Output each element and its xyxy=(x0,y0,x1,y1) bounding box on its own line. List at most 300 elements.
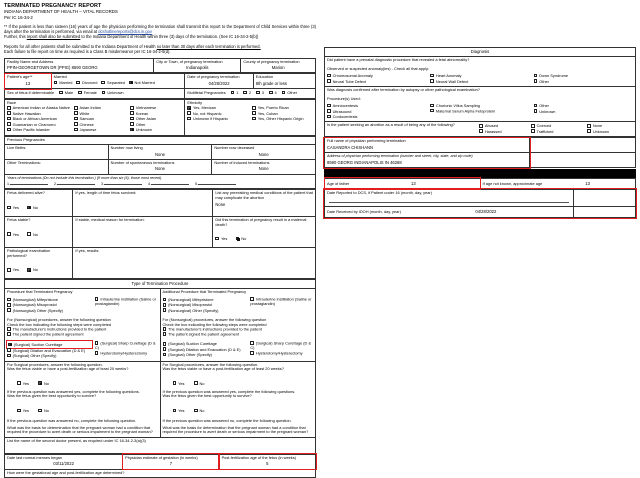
years-terminations-label: Years of terminations (Do not include this termination.) (If more than six (6), those most recent) xyxy=(7,175,162,180)
patient-row xyxy=(5,74,316,89)
marital-cell[interactable] xyxy=(51,74,185,89)
checkbox-married[interactable] xyxy=(54,81,58,85)
checkbox-fetus-stable-no[interactable] xyxy=(27,232,31,236)
marital-label: Married xyxy=(53,74,67,80)
checkbox-abused[interactable] xyxy=(479,124,483,128)
checkbox-asian-indian[interactable] xyxy=(74,106,78,110)
surgical-hysterotomy-left[interactable] xyxy=(95,351,158,356)
live-births-label-cell xyxy=(5,145,109,160)
fetus-stable-no-label: No xyxy=(33,231,38,237)
race-guamanian-label: Guamanian or Chamorro xyxy=(12,121,56,127)
checkbox-procedure-unknown[interactable] xyxy=(534,109,538,113)
spontaneous-cell[interactable] xyxy=(108,159,212,174)
race-other-pacific-label: Other Pacific Islander xyxy=(12,127,50,133)
maternal-death-no[interactable] xyxy=(236,236,247,241)
checkbox-neural-wall-defect[interactable] xyxy=(430,79,434,83)
checkbox-intrauterine-right[interactable] xyxy=(250,297,254,301)
checkbox-maternal-yes[interactable] xyxy=(215,237,219,241)
marital-separated-label: Separated xyxy=(106,80,125,86)
multifetal-4-label: 4 xyxy=(274,90,277,96)
idoh-date-label: Date Received by IDOH (month, day, year) xyxy=(327,208,401,214)
coercion-column-1 xyxy=(479,123,525,134)
checkbox-hysterotomy-right[interactable] xyxy=(250,351,254,355)
father-age-row xyxy=(325,178,636,189)
checkbox-suction-curettage-right[interactable] xyxy=(163,342,167,346)
anomaly-neural-tube[interactable] xyxy=(327,79,426,84)
checkbox-multifetal-other[interactable] xyxy=(282,91,286,95)
sex-option-female[interactable] xyxy=(78,90,97,95)
facility-value: PPIN-GEORGETOWN DR (PPIG) 8590 GEORG xyxy=(7,65,98,71)
checkbox-anomaly-other[interactable] xyxy=(534,79,538,83)
year-blank-5[interactable]: 5. xyxy=(195,182,236,186)
checkbox-surg-q2-no-left[interactable] xyxy=(38,409,42,413)
surg-intro-left: For Surgical procedures, answer the following question. xyxy=(7,361,103,367)
checkbox-surg-q1-no-right[interactable] xyxy=(194,381,198,385)
checkbox-cuban[interactable] xyxy=(252,111,256,115)
nonsurgical-left-list xyxy=(7,297,92,313)
coercion-column-3 xyxy=(587,123,633,134)
checkbox-coercion-unknown[interactable] xyxy=(587,129,591,133)
checkbox-ns-step2-right[interactable] xyxy=(163,332,167,336)
prenatal-diagnosis-cell[interactable] xyxy=(325,57,636,87)
msafp-label: Maternal Serum Alpha Fetoprotein xyxy=(435,108,496,113)
spontaneous-value: None xyxy=(154,166,165,172)
checkbox-patho-yes[interactable] xyxy=(7,268,11,272)
checkbox-female[interactable] xyxy=(78,91,82,95)
checkbox-mexican[interactable] xyxy=(187,106,191,110)
procedure-right-cell xyxy=(160,289,316,361)
father-age-label: Age of father xyxy=(327,180,350,186)
fetus-stable-no[interactable] xyxy=(27,232,38,237)
checkbox-suction-curettage-left[interactable] xyxy=(8,343,12,347)
second-doctor-cell[interactable] xyxy=(5,437,316,453)
checkbox-japanese[interactable] xyxy=(74,128,78,132)
checkbox-race-other[interactable] xyxy=(130,122,134,126)
education-label: Education xyxy=(255,74,274,80)
multifetal-option-3[interactable] xyxy=(256,90,264,95)
procedure-banner-row xyxy=(5,280,316,289)
sex-male-label: Male xyxy=(64,90,74,96)
now-deceased-cell[interactable] xyxy=(212,145,316,160)
de-label-left: (Surgical) Dilation and Evacuation (D & E) xyxy=(12,347,86,353)
fetus-stable-cell[interactable] xyxy=(5,217,73,248)
checkbox-procedure-other[interactable] xyxy=(534,104,538,108)
preexisting-cell[interactable] xyxy=(213,190,316,217)
fetus-stable-yes[interactable] xyxy=(7,232,19,237)
county-label: County of pregnancy termination xyxy=(243,58,300,64)
checkbox-not-hispanic[interactable] xyxy=(187,111,191,115)
race-native-hawaiian-label: Native Hawaiian xyxy=(12,110,41,116)
checkbox-other-asian[interactable] xyxy=(130,117,134,121)
surgical-hysterotomy-right[interactable] xyxy=(250,351,313,356)
year-blank-1[interactable]: 1. xyxy=(7,182,48,186)
checkbox-other-pacific[interactable] xyxy=(7,128,11,132)
fetus-stable-label: Fetus stable? xyxy=(7,217,31,223)
gestation-cell[interactable] xyxy=(123,454,219,469)
patho-no-label: No xyxy=(33,267,38,273)
checkbox-sex-unknown[interactable] xyxy=(102,91,106,95)
surg-q1-options-right xyxy=(173,372,314,390)
procedure-unknown[interactable] xyxy=(534,109,633,114)
clinic-note-cell[interactable] xyxy=(73,217,213,248)
maternal-death-options xyxy=(215,227,313,245)
surg-intro2-right: If the previous question was answered yes, complete the following questions. xyxy=(162,388,296,394)
pathological-yes[interactable] xyxy=(7,267,19,272)
checkbox-intrauterine-left[interactable] xyxy=(95,297,99,301)
checkbox-surgical-other-left[interactable] xyxy=(7,354,11,358)
sex-female-label: Female xyxy=(83,90,97,96)
checkbox-ns-step2-left[interactable] xyxy=(7,332,11,336)
marital-option-separated[interactable] xyxy=(101,80,125,85)
pathological-row xyxy=(5,248,316,279)
surg-intro-right: For Surgical procedures, answer the following question. xyxy=(162,361,259,367)
fetus-alive-no-label: No xyxy=(33,205,38,211)
checkbox-down-syndrome[interactable] xyxy=(534,74,538,78)
ns-step2-left[interactable] xyxy=(7,332,158,337)
multifetal-option-4[interactable] xyxy=(269,90,277,95)
checkbox-cordocentesis[interactable] xyxy=(327,115,331,119)
patient-age-cell[interactable] xyxy=(5,74,52,89)
maternal-death-yes[interactable] xyxy=(215,236,227,241)
checkbox-white[interactable] xyxy=(74,111,78,115)
marital-options xyxy=(54,80,183,85)
checkbox-surg-q2-yes-left[interactable] xyxy=(17,409,21,413)
checkbox-surg-q2-no-right[interactable] xyxy=(194,409,198,413)
father-age-cell[interactable] xyxy=(325,178,481,189)
surg-q2-no-right[interactable] xyxy=(194,408,205,413)
race-american-indian-label: American Indian or Alaska Native xyxy=(12,105,70,111)
preexisting-label: List any preexisting medical conditions of the patient that may complicate the abortion xyxy=(215,190,313,201)
checkbox-black[interactable] xyxy=(7,117,11,121)
checkbox-ethnicity-unknown[interactable] xyxy=(187,117,191,121)
termination-date-cell[interactable] xyxy=(185,74,253,89)
multifetal-option-other[interactable] xyxy=(282,90,297,95)
checkbox-ns-other-right[interactable] xyxy=(163,308,167,312)
physician-address-row xyxy=(325,153,636,168)
multifetal-label: Multifetal Pregnancies xyxy=(187,90,226,96)
anomaly-neural-wall[interactable] xyxy=(430,79,529,84)
ns-left-other[interactable] xyxy=(7,308,92,313)
physician-address-label: Address of physician performing termination (number and street, city, state, and zip code) xyxy=(327,154,473,159)
checkbox-de-right[interactable] xyxy=(163,347,167,351)
race-ethnicity-row xyxy=(5,99,316,135)
surgical-other-left[interactable] xyxy=(7,353,92,358)
now-deceased-value: None xyxy=(258,151,269,157)
ns-intro1-right: For (Nonsurgical) procedures, answer the following question xyxy=(162,317,267,323)
gestation-label: Physician estimate of gestation (in weeks) xyxy=(125,454,198,460)
checkbox-fetus-alive-yes[interactable] xyxy=(7,206,11,210)
checkbox-ns-mifepristone-right[interactable] xyxy=(163,298,167,302)
surg-q2-no-left[interactable] xyxy=(38,408,49,413)
checkbox-maternal-serum-alpha-fetoprotein[interactable] xyxy=(430,109,434,113)
checkbox-coercion-none[interactable] xyxy=(587,124,591,128)
checkbox-guamanian[interactable] xyxy=(7,122,11,126)
year-blank-3[interactable]: 3. xyxy=(101,182,142,186)
surg-q2-right: Was the fetus given the best opportunity to survive? xyxy=(162,393,252,399)
checkbox-surg-q1-no-left[interactable] xyxy=(38,381,42,385)
surg-q2-no-label-left: No xyxy=(44,408,49,414)
race-option-other-pacific[interactable] xyxy=(7,127,70,132)
facility-label: Facility Name and Address xyxy=(7,58,54,64)
ns-other-label-right: (Nonsurgical) Other (Specify) xyxy=(168,307,219,313)
physician-address-value: 8590 GEORG INDIANAPOLIS IN 46268 xyxy=(327,159,402,165)
checkbox-multifetal-4[interactable] xyxy=(269,91,273,95)
idoh-date-cell[interactable] xyxy=(325,206,574,217)
year-blank-2[interactable]: 2. xyxy=(54,182,95,186)
checkbox-multifetal-3[interactable] xyxy=(256,91,260,95)
ns-step2-label-right: The patient signed the patient agreement xyxy=(168,331,240,337)
checkbox-heart-anomaly[interactable] xyxy=(430,74,434,78)
fetus-alive-yes[interactable] xyxy=(7,205,19,210)
other-terminations-label: Other Terminations: xyxy=(7,159,41,165)
now-living-label: Number now living xyxy=(110,145,143,151)
ns-step1-label-left: The manufacturer's instructions provided to the patient xyxy=(12,326,107,332)
chorionic-villus-label: Chorionic Villus Sampling xyxy=(435,103,480,109)
checkbox-chinese[interactable] xyxy=(74,122,78,126)
checkbox-race-unknown[interactable] xyxy=(130,128,134,132)
checkbox-ns-mifepristone-left[interactable] xyxy=(7,298,11,302)
anomaly-other[interactable] xyxy=(534,79,633,84)
facility-table xyxy=(4,58,316,74)
surg-q1-yes-left[interactable] xyxy=(17,381,29,386)
maternal-death-cell[interactable] xyxy=(213,217,316,248)
checkbox-ns-step1-right[interactable] xyxy=(163,327,167,331)
pathological-no[interactable] xyxy=(27,267,38,272)
checkbox-multifetal-1[interactable] xyxy=(231,91,235,95)
checkbox-other-hispanic[interactable] xyxy=(252,117,256,121)
fetus-stable-row xyxy=(5,217,316,248)
dcs-date-cell[interactable] xyxy=(325,190,574,207)
now-living-cell[interactable] xyxy=(108,145,212,160)
race-samoan-label: Samoan xyxy=(79,116,94,122)
surg-q1-no-right[interactable] xyxy=(194,381,205,386)
race-option-unknown[interactable] xyxy=(130,127,182,132)
idoh-date-row xyxy=(325,206,636,217)
note-2-underline: report shall also be submitted xyxy=(26,34,81,40)
checkbox-fetus-stable-yes[interactable] xyxy=(7,232,11,236)
surg-q2-options-right xyxy=(173,399,314,417)
marital-option-not-married[interactable] xyxy=(129,80,155,85)
race-ethnicity-table xyxy=(4,99,316,136)
checkbox-ns-step1-left[interactable] xyxy=(7,327,11,331)
checkbox-puerto-rican[interactable] xyxy=(252,106,256,110)
facility-cell[interactable] xyxy=(5,58,154,73)
physician-name-cell[interactable] xyxy=(325,138,530,153)
marital-option-divorced[interactable] xyxy=(76,80,97,85)
procedure-msafp[interactable] xyxy=(430,109,529,114)
anomaly-column-2 xyxy=(430,73,529,84)
note-2-rest: to the Indiana Department of Health within three (3) days of the termination. (See IC 16-34-2-5(b)) xyxy=(81,34,259,40)
document-title: TERMINATED PREGNANCY REPORT xyxy=(4,3,102,9)
education-cell[interactable] xyxy=(253,74,315,89)
redaction-bar xyxy=(324,169,636,178)
ns-right-other[interactable] xyxy=(163,308,248,313)
marital-option-married[interactable] xyxy=(54,80,73,85)
surg-q3-right: If the previous question was answered no, complete the following question. xyxy=(162,418,292,424)
fetus-stable-options xyxy=(7,223,70,241)
checkbox-hysterotomy-left[interactable] xyxy=(95,351,99,355)
pathological-results-cell[interactable] xyxy=(73,248,316,279)
dcs-email-link[interactable]: dcshotlinereports@dcs.in.gov xyxy=(98,29,152,35)
intrauterine-right[interactable] xyxy=(250,297,313,307)
years-terminations-cell[interactable] xyxy=(5,174,316,189)
confirmed-diagnosis-cell[interactable] xyxy=(325,87,636,122)
determination-method-cell[interactable] xyxy=(5,469,316,478)
procedure-column-3 xyxy=(534,103,633,119)
checkbox-korean[interactable] xyxy=(130,111,134,115)
checkbox-not-married[interactable] xyxy=(129,81,133,85)
sex-option-male[interactable] xyxy=(59,90,73,95)
surgical-right-group xyxy=(163,341,314,357)
coercion-cell[interactable] xyxy=(325,122,636,137)
multifetal-other-label: Other xyxy=(287,90,298,96)
idoh-date-blank xyxy=(573,206,635,217)
anomaly-column-3 xyxy=(534,73,633,84)
surg-q1-left: Was the fetus viable or have a post-fertilization age of least 20 weeks? xyxy=(7,366,129,372)
race-cell[interactable] xyxy=(5,99,185,135)
dates-table xyxy=(324,189,636,217)
checkbox-coerced[interactable] xyxy=(531,124,535,128)
now-living-value: None xyxy=(154,151,165,157)
multifetal-option-1[interactable] xyxy=(231,90,239,95)
procedure-unknown-label: Unknown xyxy=(539,108,556,114)
fetus-alive-cell[interactable] xyxy=(5,190,73,217)
postfert-cell[interactable] xyxy=(219,454,315,469)
lmp-cell[interactable] xyxy=(5,454,123,469)
checkbox-neural-tube-defect[interactable] xyxy=(327,79,331,83)
county-value: Marion xyxy=(271,65,285,71)
surg-q1-yes-right[interactable] xyxy=(173,381,185,386)
ns-step1-label-right: The manufacturer's instructions provided to the patient xyxy=(168,326,262,332)
surgical-other-right[interactable] xyxy=(163,352,248,357)
checkbox-surg-q1-yes-right[interactable] xyxy=(173,381,177,385)
surg-q1-no-left[interactable] xyxy=(38,381,49,386)
city-cell[interactable] xyxy=(154,58,241,73)
checkbox-de-left[interactable] xyxy=(7,348,11,352)
ethnicity-mexican-label: Yes, Mexican xyxy=(192,105,216,111)
checkbox-trafficked[interactable] xyxy=(531,129,535,133)
fetus-survived-cell[interactable] xyxy=(73,190,213,217)
race-black-label: Black or African American xyxy=(12,116,57,122)
procedure-section-table xyxy=(4,279,316,453)
intrauterine-right-wrap xyxy=(250,297,313,313)
prenatal-diagnosis-row xyxy=(325,57,636,87)
surg-q1-no-label-left: No xyxy=(44,380,49,386)
checkbox-surgical-other-right[interactable] xyxy=(163,353,167,357)
anomaly-other-label: Other xyxy=(539,78,549,84)
multifetal-option-2[interactable] xyxy=(243,90,251,95)
note-3-prefix: Reports for all other patients shall be submitted to the Indiana Department of Health xyxy=(4,43,156,49)
checkbox-male[interactable] xyxy=(59,91,63,95)
ns-other-label-left: (Nonsurgical) Other (Specify) xyxy=(12,307,63,313)
surg-q2-yes-left[interactable] xyxy=(17,408,29,413)
checkbox-separated[interactable] xyxy=(101,81,105,85)
checkbox-samoan[interactable] xyxy=(74,117,78,121)
surg-q2-yes-right[interactable] xyxy=(173,408,185,413)
dcs-date-input[interactable] xyxy=(329,198,569,203)
checkbox-sharp-curettage-right[interactable] xyxy=(250,341,254,345)
physician-name-blank xyxy=(530,138,636,153)
checkbox-divorced[interactable] xyxy=(76,81,80,85)
coercion-harassed[interactable] xyxy=(479,129,525,134)
sex-option-unknown[interactable] xyxy=(102,90,124,95)
left-column xyxy=(0,0,320,475)
city-label: City or Town, of pregnancy termination xyxy=(156,58,223,64)
checkbox-sharp-curettage-left[interactable] xyxy=(95,341,99,345)
abused-label: Abused xyxy=(484,123,499,129)
checkbox-surg-q2-yes-right[interactable] xyxy=(173,409,177,413)
checkbox-surg-q1-yes-left[interactable] xyxy=(17,381,21,385)
checkbox-patho-no[interactable] xyxy=(27,268,31,272)
checkbox-ns-misoprostol-left[interactable] xyxy=(7,303,11,307)
checkbox-native-hawaiian[interactable] xyxy=(7,111,11,115)
coercion-unknown[interactable] xyxy=(587,129,633,134)
ns-mifepristone-label-left: (Nonsurgical) Mifepristone xyxy=(12,297,59,303)
fetus-sex-cell[interactable] xyxy=(5,89,185,99)
patient-table xyxy=(4,73,316,98)
race-column-2 xyxy=(74,105,126,132)
multifetal-cell[interactable] xyxy=(185,89,316,99)
other-terminations-row xyxy=(5,159,316,174)
ethnicity-other-hispanic-label: Yes, Other Hispanic Origin xyxy=(257,116,304,122)
physician-address-cell[interactable] xyxy=(325,153,530,168)
ethnicity-column-2 xyxy=(252,105,313,121)
checkbox-amniocentesis[interactable] xyxy=(327,104,331,108)
surgical-left-list-2 xyxy=(95,341,158,358)
coerced-label: Coerced xyxy=(536,123,552,129)
year-blank-4[interactable]: 4. xyxy=(148,182,189,186)
coercion-trafficked[interactable] xyxy=(531,129,581,134)
checkbox-vietnamese[interactable] xyxy=(130,106,134,110)
checkbox-american-indian[interactable] xyxy=(7,106,11,110)
checkbox-chromosomal-anomaly[interactable] xyxy=(327,74,331,78)
checkbox-chorionic-villus-sampling[interactable] xyxy=(430,104,434,108)
patient-age-label: Patient's age** xyxy=(7,74,33,80)
ethnicity-option-other-hispanic[interactable] xyxy=(252,116,313,121)
checkbox-ns-other-left[interactable] xyxy=(7,308,11,312)
second-doctor-label: List the name of the second doctor present, as required under IC 16-34-2-3(a)(3) xyxy=(7,437,146,443)
procedure-cordocentesis[interactable] xyxy=(327,114,426,119)
father-approx-age-cell[interactable] xyxy=(480,178,636,189)
checkbox-multifetal-2[interactable] xyxy=(243,91,247,95)
checkbox-maternal-no[interactable] xyxy=(236,237,240,241)
checkbox-ns-misoprostol-right[interactable] xyxy=(163,303,167,307)
procedure-column-1 xyxy=(327,103,426,119)
induced-cell[interactable] xyxy=(212,159,316,174)
intrauterine-left[interactable] xyxy=(95,297,158,307)
ns-step2-right[interactable] xyxy=(163,332,314,337)
race-option-japanese[interactable] xyxy=(74,127,126,132)
pathological-cell[interactable] xyxy=(5,248,73,279)
checkbox-ultrasound[interactable] xyxy=(327,109,331,113)
ethnicity-option-unknown[interactable] xyxy=(187,116,248,121)
diagnosis-banner-row xyxy=(325,48,636,57)
postfert-value: 5 xyxy=(266,461,269,467)
checkbox-harassed[interactable] xyxy=(479,129,483,133)
race-column-1 xyxy=(7,105,70,132)
ns-misoprostol-label-right: (Nonsurgical) Misoprostol xyxy=(168,302,213,308)
confirmed-diagnosis-row xyxy=(325,87,636,122)
fetus-alive-no[interactable] xyxy=(27,205,38,210)
ultrasound-label: Ultrasound xyxy=(332,108,352,114)
surgical-questions-right xyxy=(160,361,316,437)
procedures-used-label: Procedure(s) Used: xyxy=(327,95,361,101)
surgical-questions-row xyxy=(5,361,316,437)
county-cell[interactable] xyxy=(241,58,316,73)
ethnicity-cell[interactable] xyxy=(185,99,316,135)
checkbox-fetus-alive-no[interactable] xyxy=(27,206,31,210)
suction-curettage-label-left: (Surgical) Suction Curettage xyxy=(13,341,63,347)
